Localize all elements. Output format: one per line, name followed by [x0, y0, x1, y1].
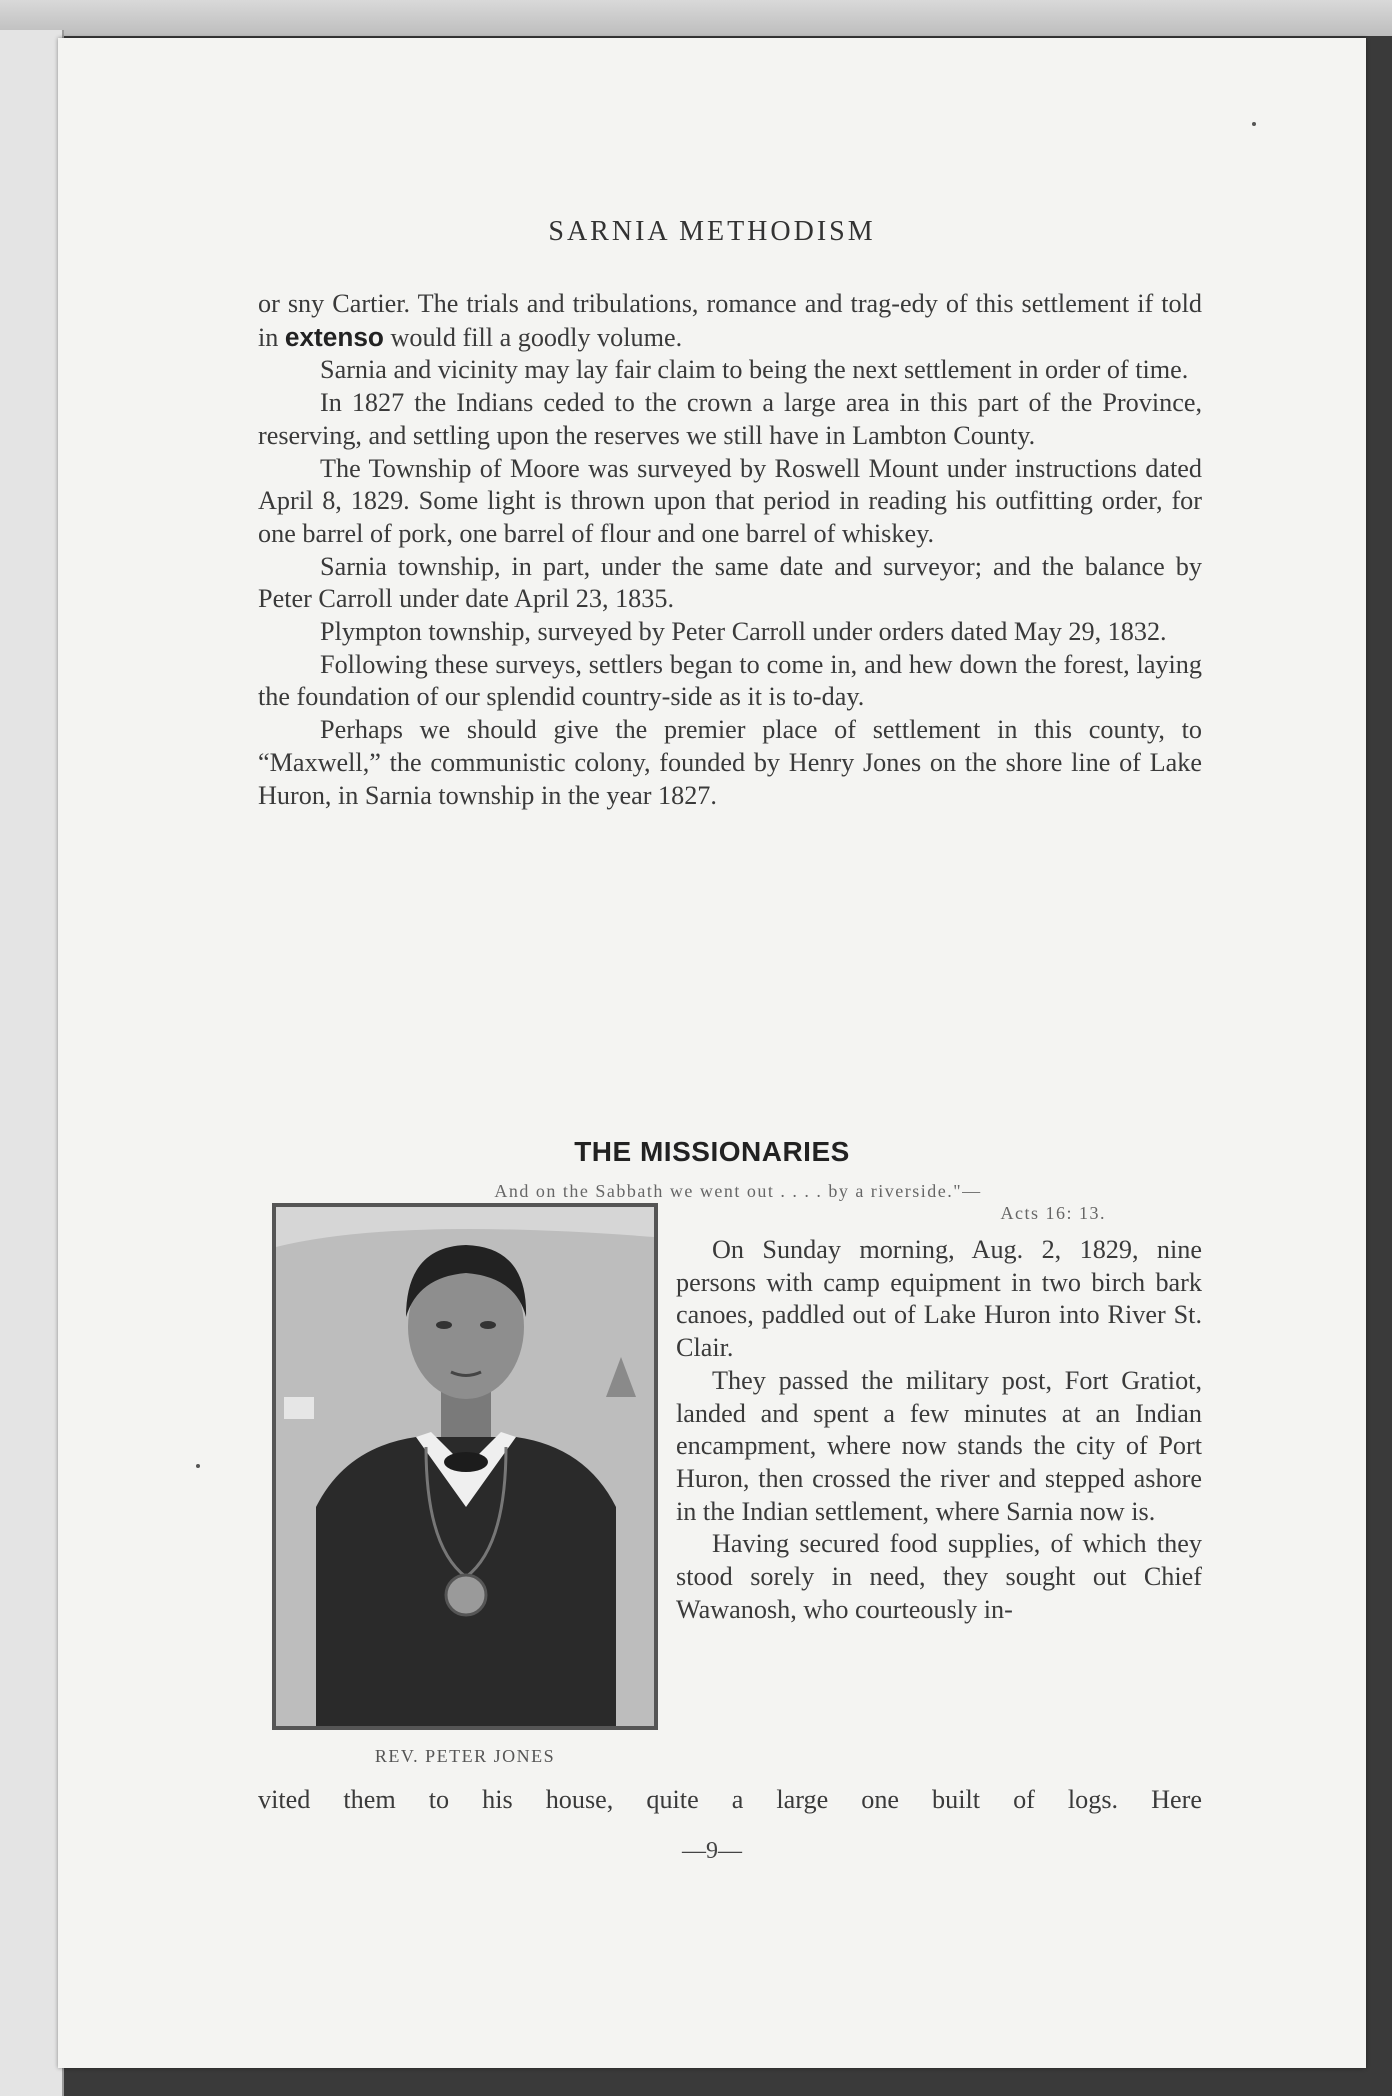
- scanner-edge: [0, 0, 1392, 36]
- intro-text-end: would fill a goodly volume.: [383, 322, 683, 352]
- body-text: [258, 288, 1202, 812]
- epigraph-citation: Acts 16: 13.: [1000, 1203, 1106, 1223]
- column-paragraph: They passed the military post, Fort Gratiot, landed and spent a few minutes at an Indian encampment, where now stands the city of Port Huron, then crossed the river and stepped ashore in the Indian settlement, where Sarnia now is.: [676, 1365, 1202, 1526]
- intro-text-start: or sny Cartier. The trials and tribulations, romance and trag-edy of this settlement if told in: [258, 289, 1202, 352]
- book-page: [58, 38, 1366, 2068]
- paragraph: Following these surveys, settlers began to come in, and hew down the forest, laying the foundation of our splendid country-side as it is to-day.: [258, 649, 1202, 712]
- facing-page-edge: [0, 30, 64, 2096]
- intro-paragraph: [258, 288, 1202, 354]
- emphasis-word: extenso: [284, 321, 384, 352]
- column-paragraph: On Sunday morning, Aug. 2, 1829, nine persons with camp equipment in two birch bark canoes, paddled out of Lake Huron into River St. Clair.: [676, 1235, 1202, 1363]
- column-paragraph: Having secured food supplies, of which they stood sorely in need, they sought out Chief Wawanosh, who courteously in-: [676, 1529, 1202, 1624]
- paragraph: Sarnia and vicinity may lay fair claim to being the next settlement in order of time.: [320, 355, 1189, 385]
- paragraph: Perhaps we should give the premier place of settlement in this county, to “Maxwell,” the communistic colony, founded by Henry Jones on the shore line of Lake Huron, in Sarnia township in the year 1827.: [258, 715, 1202, 810]
- paragraph: In 1827 the Indians ceded to the crown a large area in this part of the Province, reserving, and settling upon the reserves we still have in Lambton County.: [258, 388, 1202, 450]
- dust-speck: [1252, 122, 1256, 126]
- page-number: —9—: [682, 1838, 742, 1864]
- epigraph-quote: And on the Sabbath we went out . . . . by a riverside."—: [494, 1181, 982, 1201]
- closing-line: vited them to his house, quite a large one built of logs. Here: [258, 1785, 1202, 1814]
- dust-speck: [196, 1464, 200, 1468]
- column-text: [676, 1234, 1202, 1626]
- section-title: THE MISSIONARIES: [574, 1136, 850, 1167]
- portrait-illustration: [276, 1207, 654, 1726]
- portrait-image: [272, 1203, 658, 1730]
- paragraph: Plympton township, surveyed by Peter Carroll under orders dated May 29, 1832.: [320, 617, 1167, 647]
- paragraph: The Township of Moore was surveyed by Roswell Mount under instructions dated April 8, 1829. Some light is thrown upon that period in reading his outfitting order, for one barrel of pork, one barrel of flour and one barrel of whiskey.: [258, 453, 1202, 548]
- running-head: SARNIA METHODISM: [548, 216, 876, 247]
- paragraph: Sarnia township, in part, under the same date and surveyor; and the balance by Peter Carroll under date April 23, 1835.: [258, 551, 1202, 614]
- portrait-caption: REV. PETER JONES: [374, 1746, 556, 1766]
